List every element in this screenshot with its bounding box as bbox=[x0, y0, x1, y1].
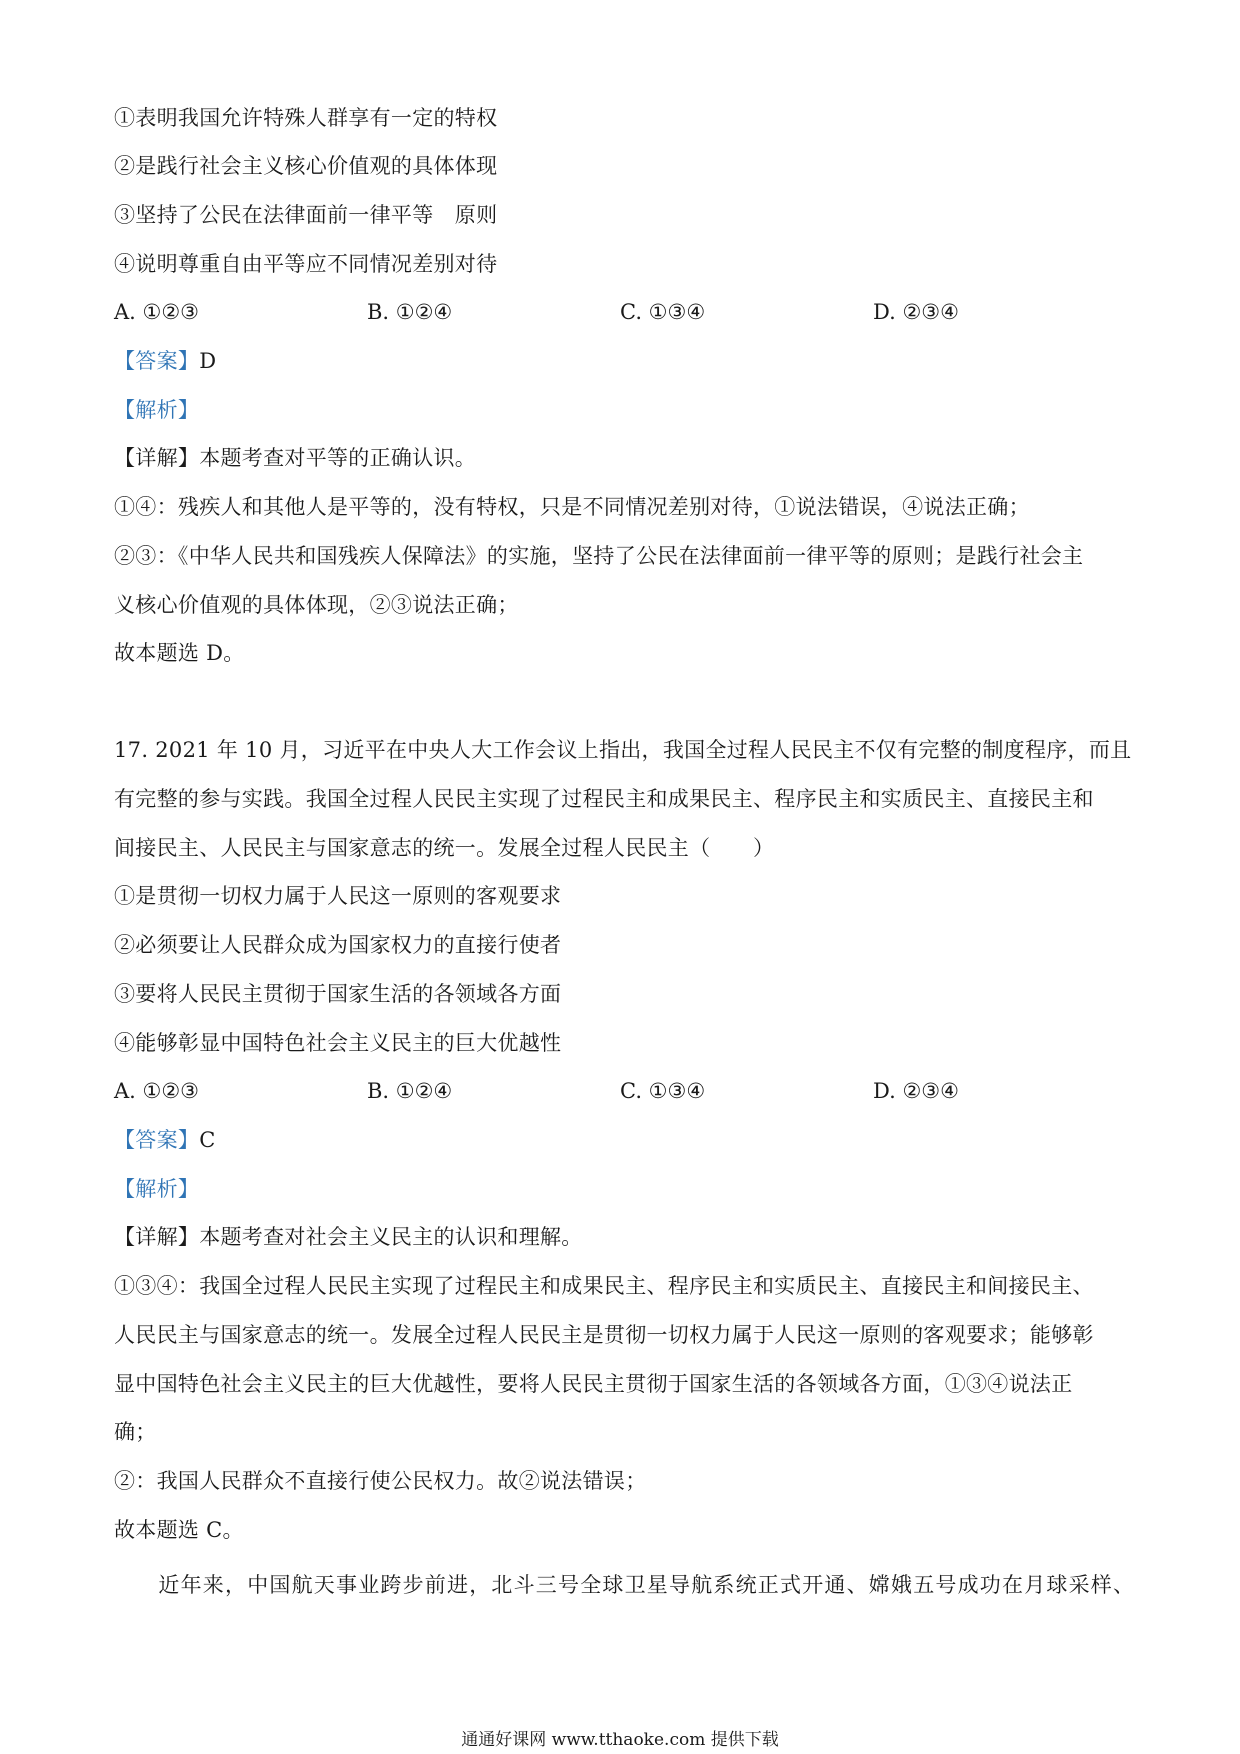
q16-answer-tag: 【答案】 bbox=[114, 349, 200, 373]
q16-explanation-3: 义核心价值观的具体体现，②③说法正确； bbox=[114, 593, 519, 617]
q16-answer: D bbox=[199, 349, 217, 373]
q16-explanation-1: ①④：残疾人和其他人是平等的，没有特权，只是不同情况差别对待，①说法错误，④说法正确； bbox=[114, 495, 1030, 519]
q17-option-b: B. ①②④ bbox=[367, 1079, 453, 1103]
q16-statement-1: ①表明我国允许特殊人群享有一定的特权 bbox=[114, 106, 498, 130]
q16-detail-intro: 本题考查对平等的正确认识。 bbox=[199, 446, 477, 470]
q16-analysis-tag: 【解析】 bbox=[114, 398, 200, 422]
q17-stem-3: 间接民主、人民民主与国家意志的统一。发展全过程人民民主（ ） bbox=[114, 836, 775, 860]
q17-explanation-1: ①③④：我国全过程人民民主实现了过程民主和成果民主、程序民主和实质民主、直接民主和间接民主、 bbox=[114, 1274, 1094, 1298]
q17-detail-tag: 【详解】 bbox=[114, 1225, 200, 1249]
q16-statement-2: ②是践行社会主义核心价值观的具体体现 bbox=[114, 154, 498, 178]
q16-statement-3: ③坚持了公民在法律面前一律平等 原则 bbox=[114, 203, 498, 227]
q17-statement-3: ③要将人民民主贯彻于国家生活的各领域各方面 bbox=[114, 982, 562, 1006]
q16-option-d: D. ②③④ bbox=[873, 300, 959, 324]
q17-statement-4: ④能够彰显中国特色社会主义民主的巨大优越性 bbox=[114, 1031, 562, 1055]
q17-detail-line bbox=[114, 1222, 583, 1252]
q16-detail-tag: 【详解】 bbox=[114, 446, 200, 470]
q17-conclusion: 故本题选 C。 bbox=[114, 1518, 244, 1542]
q16-explanation-2: ②③：《中华人民共和国残疾人保障法》的实施，坚持了公民在法律面前一律平等的原则；是践行社会主 bbox=[114, 544, 1084, 568]
q17-explanation-3: 显中国特色社会主义民主的巨大优越性，要将人民民主贯彻于国家生活的各领域各方面，①③④说法正 bbox=[114, 1372, 1073, 1396]
q17-analysis-tag: 【解析】 bbox=[114, 1177, 200, 1201]
q16-option-a: A. ①②③ bbox=[114, 300, 199, 324]
q17-option-c: C. ①③④ bbox=[620, 1079, 706, 1103]
page-footer: 通通好课网 www.tthaoke.com 提供下载 bbox=[461, 1730, 779, 1750]
q17-option-d: D. ②③④ bbox=[873, 1079, 959, 1103]
q17-stem-2: 有完整的参与实践。我国全过程人民民主实现了过程民主和成果民主、程序民主和实质民主、直接民主和 bbox=[114, 787, 1094, 811]
q17-statement-1: ①是贯彻一切权力属于人民这一原则的客观要求 bbox=[114, 884, 562, 908]
q17-option-a: A. ①②③ bbox=[114, 1079, 199, 1103]
q16-option-b: B. ①②④ bbox=[367, 300, 453, 324]
next-passage-start: 近年来，中国航天事业跨步前进，北斗三号全球卫星导航系统正式开通、嫦娥五号成功在月球采样、 bbox=[114, 1573, 1136, 1597]
q17-stem-1: 17. 2021 年 10 月，习近平在中央人大工作会议上指出，我国全过程人民民主不仅有完整的制度程序，而且 bbox=[114, 738, 1132, 762]
q17-answer: C bbox=[199, 1128, 216, 1152]
q16-answer-line bbox=[114, 346, 216, 376]
q16-conclusion: 故本题选 D。 bbox=[114, 641, 245, 665]
q17-explanation-5: ②：我国人民群众不直接行使公民权力。故②说法错误； bbox=[114, 1469, 647, 1493]
q17-explanation-4: 确； bbox=[114, 1420, 157, 1444]
q17-statement-2: ②必须要让人民群众成为国家权力的直接行使者 bbox=[114, 933, 562, 957]
q16-option-c: C. ①③④ bbox=[620, 300, 706, 324]
q16-detail-line bbox=[114, 443, 476, 473]
q17-explanation-2: 人民民主与国家意志的统一。发展全过程人民民主是贯彻一切权力属于人民这一原则的客观要求；能够彰 bbox=[114, 1323, 1094, 1347]
q17-answer-tag: 【答案】 bbox=[114, 1128, 200, 1152]
q16-statement-4: ④说明尊重自由平等应不同情况差别对待 bbox=[114, 252, 498, 276]
q17-answer-line bbox=[114, 1125, 216, 1155]
q17-detail-intro: 本题考查对社会主义民主的认识和理解。 bbox=[199, 1225, 583, 1249]
